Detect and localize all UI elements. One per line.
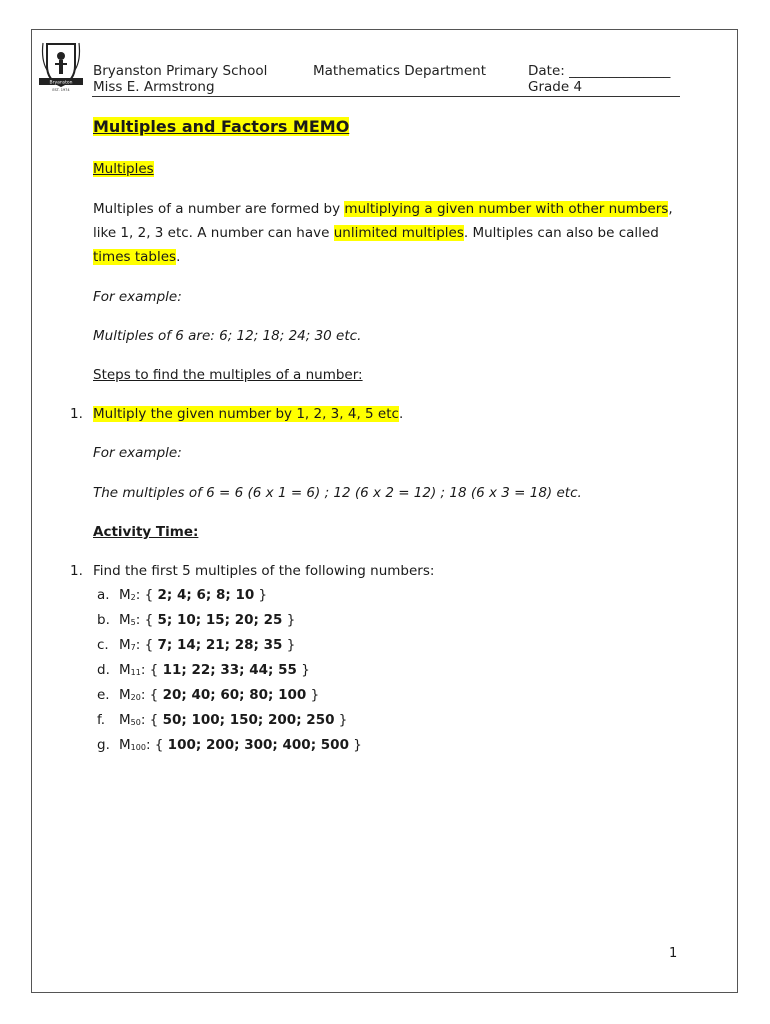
section-heading bbox=[93, 161, 154, 177]
answer-item bbox=[97, 637, 295, 653]
intro-line-3 bbox=[93, 249, 180, 265]
answer-open: : { bbox=[135, 612, 158, 628]
answer-open: : { bbox=[145, 737, 168, 753]
answer-letter: d. bbox=[97, 662, 110, 678]
intro-text: . Multiples can also be called bbox=[463, 225, 659, 241]
question-text: Find the first 5 multiples of the following numbers: bbox=[93, 563, 435, 579]
answer-subscript: 100 bbox=[130, 743, 146, 752]
crest-banner-text: Bryanston bbox=[49, 80, 73, 86]
intro-highlight: multiplying a given number with other numbers bbox=[344, 201, 669, 217]
answer-close: } bbox=[282, 637, 296, 653]
intro-text: Multiples of a number are formed by bbox=[93, 201, 345, 217]
answer-close: } bbox=[296, 662, 310, 678]
answer-letter: g. bbox=[97, 737, 110, 753]
step-highlight: Multiply the given number by 1, 2, 3, 4, 5 etc bbox=[93, 406, 399, 422]
answer-open: : { bbox=[135, 637, 158, 653]
answer-open: : { bbox=[140, 712, 163, 728]
answer-item bbox=[97, 612, 295, 628]
answer-values: 50; 100; 150; 200; 250 bbox=[162, 712, 335, 728]
example-label: For example: bbox=[93, 445, 182, 461]
intro-text: . bbox=[176, 249, 181, 265]
answer-values: 5; 10; 15; 20; 25 bbox=[157, 612, 283, 628]
answer-subscript: 5 bbox=[130, 618, 136, 627]
steps-heading: Steps to find the multiples of a number: bbox=[93, 367, 363, 383]
answer-values: 11; 22; 33; 44; 55 bbox=[162, 662, 297, 678]
activity-heading: Activity Time: bbox=[93, 524, 199, 540]
grade-label: Grade 4 bbox=[528, 79, 583, 95]
intro-line-1 bbox=[93, 201, 673, 217]
example-label: For example: bbox=[93, 289, 182, 305]
intro-line-2 bbox=[93, 225, 659, 241]
answer-values: 7; 14; 21; 28; 35 bbox=[157, 637, 283, 653]
header-rule bbox=[92, 96, 680, 97]
answer-letter: b. bbox=[97, 612, 110, 628]
intro-highlight: times tables bbox=[93, 249, 177, 265]
answer-set-name: M bbox=[119, 587, 131, 603]
answer-subscript: 11 bbox=[130, 668, 141, 677]
answer-set-name: M bbox=[119, 687, 131, 703]
answer-set-name: M bbox=[119, 612, 131, 628]
answer-item bbox=[97, 687, 319, 703]
answer-subscript: 2 bbox=[130, 593, 136, 602]
answer-close: } bbox=[348, 737, 362, 753]
answer-open: : { bbox=[140, 662, 163, 678]
answer-close: } bbox=[254, 587, 268, 603]
answer-letter: a. bbox=[97, 587, 110, 603]
answer-values: 20; 40; 60; 80; 100 bbox=[162, 687, 307, 703]
answer-close: } bbox=[334, 712, 348, 728]
answer-close: } bbox=[282, 612, 296, 628]
answer-letter: f. bbox=[97, 712, 106, 728]
answer-letter: c. bbox=[97, 637, 109, 653]
answer-item bbox=[97, 662, 310, 678]
question-number: 1. bbox=[70, 563, 83, 579]
answer-open: : { bbox=[140, 687, 163, 703]
intro-text: , bbox=[668, 201, 673, 217]
section-heading-text: Multiples bbox=[93, 161, 154, 177]
answer-subscript: 7 bbox=[130, 643, 136, 652]
crest-year-text: EST. 1974 bbox=[52, 88, 70, 92]
step-number: 1. bbox=[70, 406, 83, 422]
answer-set-name: M bbox=[119, 712, 131, 728]
answer-values: 2; 4; 6; 8; 10 bbox=[157, 587, 255, 603]
answer-close: } bbox=[306, 687, 320, 703]
intro-highlight: unlimited multiples bbox=[333, 225, 464, 241]
school-crest-icon bbox=[37, 40, 85, 92]
step-text-end: . bbox=[398, 406, 404, 422]
teacher-name: Miss E. Armstrong bbox=[93, 79, 215, 95]
answer-letter: e. bbox=[97, 687, 110, 703]
answer-set-name: M bbox=[119, 662, 131, 678]
answer-item bbox=[97, 712, 347, 728]
date-field: Date: _______________ bbox=[528, 63, 671, 79]
answer-set-name: M bbox=[119, 637, 131, 653]
example-text: Multiples of 6 are: 6; 12; 18; 24; 30 etc. bbox=[93, 328, 362, 344]
school-name: Bryanston Primary School bbox=[93, 63, 268, 79]
intro-text: like 1, 2, 3 etc. A number can have bbox=[93, 225, 334, 241]
answer-subscript: 20 bbox=[130, 693, 141, 702]
page-number: 1 bbox=[669, 946, 678, 961]
example-text: The multiples of 6 = 6 (6 x 1 = 6) ; 12 (6 x 2 = 12) ; 18 (6 x 3 = 18) etc. bbox=[93, 485, 582, 501]
answer-values: 100; 200; 300; 400; 500 bbox=[167, 737, 349, 753]
department-name: Mathematics Department bbox=[313, 63, 486, 79]
answer-open: : { bbox=[135, 587, 158, 603]
step-text bbox=[93, 406, 403, 422]
answer-set-name: M bbox=[119, 737, 131, 753]
answer-item bbox=[97, 587, 267, 603]
page-title: Multiples and Factors MEMO bbox=[93, 117, 350, 136]
answer-subscript: 50 bbox=[130, 718, 141, 727]
answer-item bbox=[97, 737, 362, 753]
